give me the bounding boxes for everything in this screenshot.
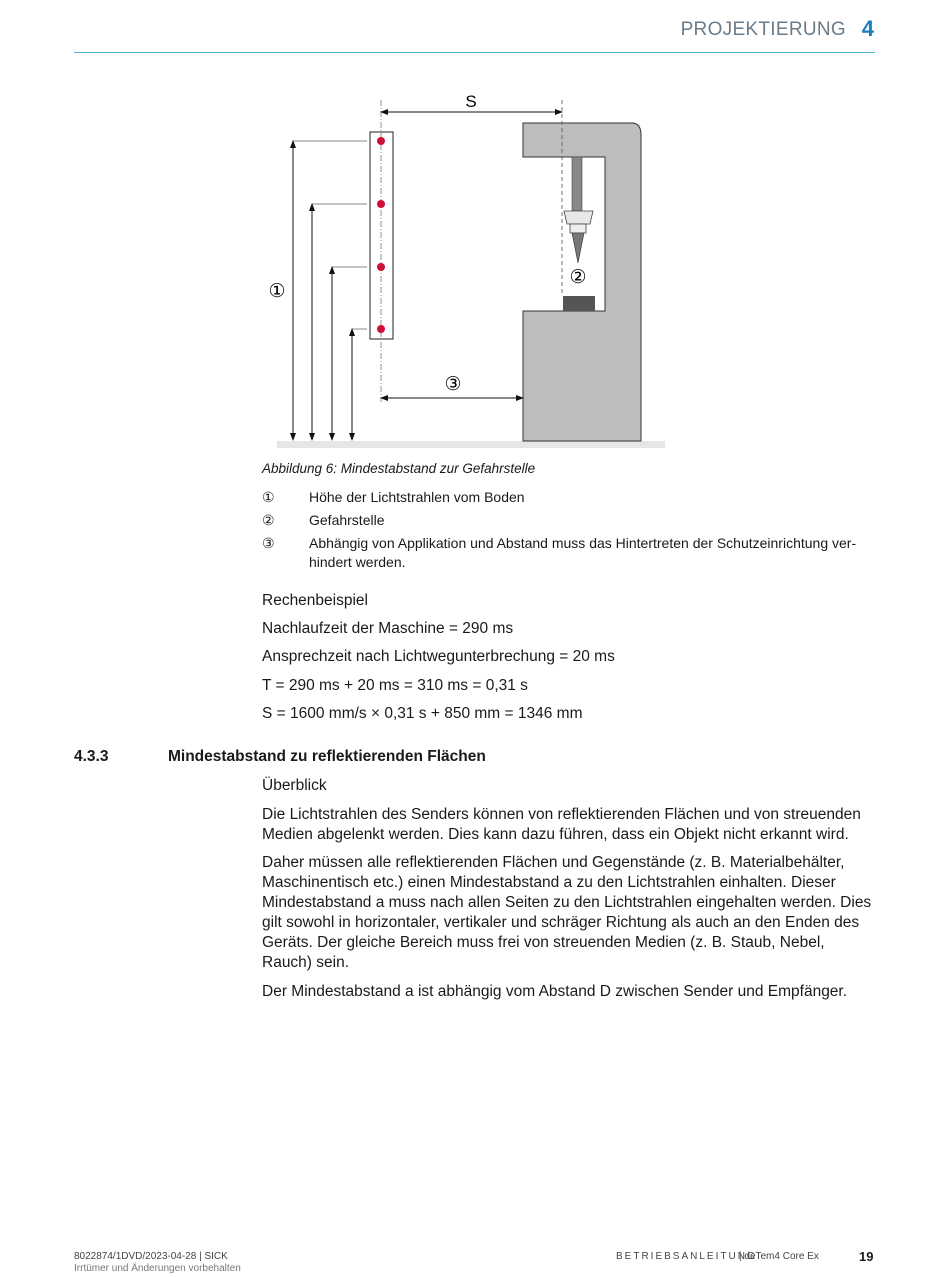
example-heading: Rechenbeispiel: [262, 592, 368, 609]
example-line: S = 1600 mm/s × 0,31 s + 850 mm = 1346 mm: [262, 705, 583, 722]
footer-doc-type: BETRIEBSANLEITUNG: [616, 1251, 757, 1262]
example-line: Ansprechzeit nach Lichtwegunterbrechung = 20 ms: [262, 648, 615, 665]
chapter-title: PROJEKTIERUNG: [680, 19, 846, 40]
height-dimensions: [293, 141, 367, 440]
light-curtain-sender: [370, 132, 393, 339]
paragraph: Daher müssen alle reflektierenden Flächen und Gegenstände (z. B. Materialbehälter, Maschinentisch etc.) einen Mindestabstand a zu den Lichtstrahlen einhalten. Dieser Mindestabstand a muss nach allen Seiten zu den Lichtstrahlen eingehalten werden. Dies gilt sowohl in horizontaler, vertikaler und schräger Richtung als auch an den Enden des Geräts. Der gleiche Bereich muss frei von streuenden Medien (z. B. Staub, Nebel, Rauch) sein.: [262, 854, 872, 971]
label-s: S: [465, 92, 477, 111]
legend-number: ①: [262, 489, 275, 505]
header-divider: [74, 52, 875, 53]
label-1: ①: [268, 280, 286, 302]
example-line: T = 290 ms + 20 ms = 310 ms = 0,31 s: [262, 677, 528, 694]
legend-text: Gefahrstelle: [309, 512, 385, 528]
footer-disclaimer: Irrtümer und Änderungen vorbehalten: [74, 1263, 241, 1274]
tool-icon: [564, 157, 593, 263]
label-3: ③: [444, 373, 462, 395]
legend-text: Höhe der Lichtstrahlen vom Boden: [309, 489, 525, 505]
section-title: Mindestabstand zu reflektierenden Flächen: [168, 748, 486, 765]
legend-number: ②: [262, 512, 275, 528]
paragraph: Der Mindestabstand a ist abhängig vom Abstand D zwischen Sender und Empfänger.: [262, 983, 848, 1000]
chapter-number: 4: [861, 16, 874, 41]
section-subheading: Überblick: [262, 777, 327, 794]
workpiece: [563, 296, 595, 311]
minimum-distance-figure: [260, 90, 670, 460]
footer-product: | deTem4 Core Ex: [739, 1251, 819, 1262]
paragraph: Die Lichtstrahlen des Senders können von reflektierenden Flächen und von streuenden Medien abgelenkt werden. Dies kann dazu führen, dass ein Objekt nicht erkannt wird.: [262, 806, 861, 843]
figure-caption: Abbildung 6: Mindestabstand zur Gefahrstelle: [262, 461, 536, 476]
legend-text: Abhängig von Applikation und Abstand muss das Hintertreten der Schutzeinrichtung ver-hindert werden.: [309, 535, 857, 570]
section-number: 4.3.3: [74, 748, 109, 765]
page-number: 19: [859, 1249, 874, 1264]
label-2: ②: [569, 266, 587, 288]
legend-number: ③: [262, 535, 275, 551]
floor: [277, 441, 665, 448]
example-line: Nachlaufzeit der Maschine = 290 ms: [262, 620, 514, 637]
footer-doc-id: 8022874/1DVD/2023-04-28 | SICK: [74, 1251, 228, 1262]
